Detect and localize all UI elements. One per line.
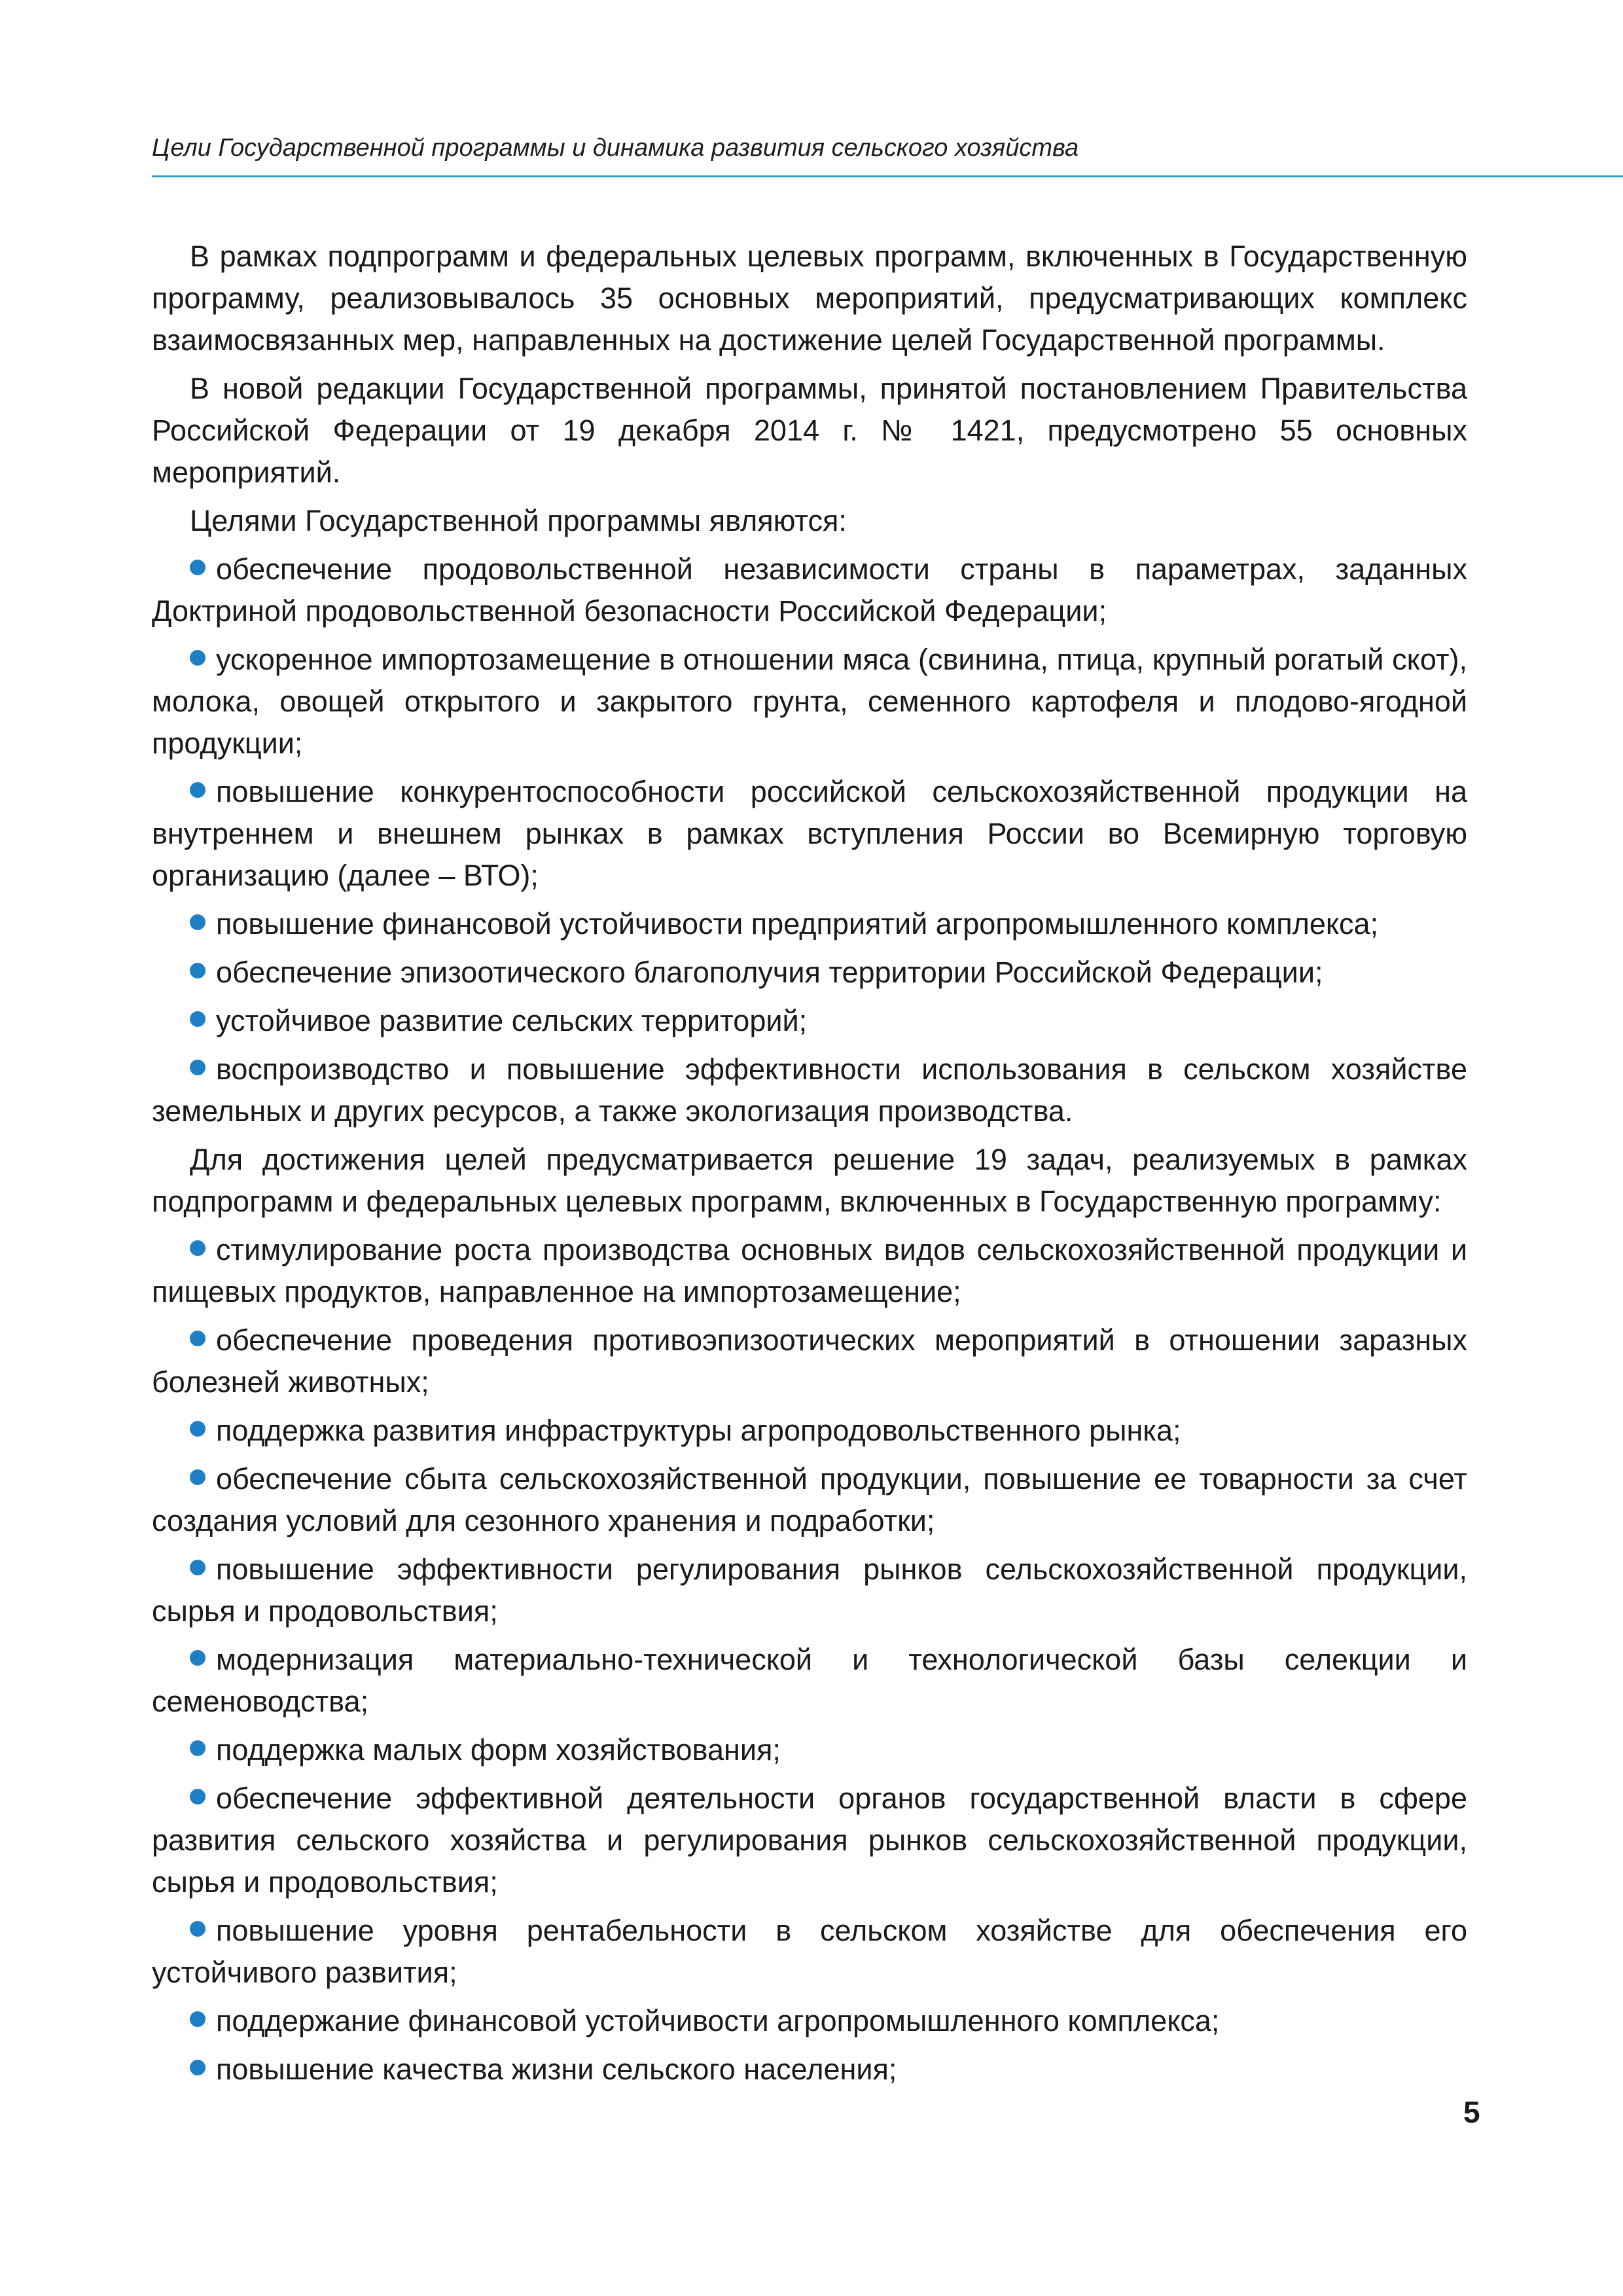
page-number: 5 <box>1463 2095 1480 2129</box>
bullet-icon <box>190 1740 205 1756</box>
task-text: поддержка развития инфраструктуры агропродовольственного рынка; <box>216 1414 1181 1447</box>
task-text: повышение эффективности регулирования рынков сельскохозяйственной продукции, сырья и продовольствия; <box>152 1552 1467 1628</box>
task-text: поддержание финансовой устойчивости агропромышленного комплекса; <box>216 2004 1220 2037</box>
goal-text: воспроизводство и повышение эффективности использования в сельском хозяйстве земельных и других ресурсов, а также экологизация производства. <box>152 1052 1467 1128</box>
list-item <box>152 2049 1467 2090</box>
bullet-icon <box>190 914 205 930</box>
task-text: повышение уровня рентабельности в сельском хозяйстве для обеспечения его устойчивого развития; <box>152 1914 1467 1989</box>
goals-intro: Целями Государственной программы являются: <box>190 504 847 537</box>
list-item <box>152 1458 1467 1542</box>
task-text: поддержка малых форм хозяйствования; <box>216 1733 781 1767</box>
bullet-icon <box>190 1240 205 1256</box>
bullet-icon <box>190 1789 205 1804</box>
tasks-intro: Для достижения целей предусматривается решение 19 задач, реализуемых в рамках подпрограмм и федеральных целевых программ, включенных в Государственную программу: <box>152 1143 1467 1218</box>
goal-text: повышение финансовой устойчивости предприятий агропромышленного комплекса; <box>216 907 1379 941</box>
list-item <box>152 1229 1467 1313</box>
list-item <box>152 1410 1467 1452</box>
goal-text: обеспечение продовольственной независимости страны в параметрах, заданных Доктриной продовольственной безопасности Российской Федерации; <box>152 552 1467 628</box>
bullet-icon <box>190 1560 205 1575</box>
list-item <box>152 1729 1467 1771</box>
goal-text: устойчивое развитие сельских территорий; <box>216 1004 808 1037</box>
goal-text: повышение конкурентоспособности российской сельскохозяйственной продукции на внутреннем и внешнем рынках в рамках вступления России во Всемирную торговую организацию (далее – ВТО); <box>152 775 1467 892</box>
task-text: обеспечение сбыта сельскохозяйственной продукции, повышение ее товарности за счет создания условий для сезонного хранения и подработки; <box>152 1462 1467 1537</box>
list-item <box>152 548 1467 632</box>
bullet-icon <box>190 1011 205 1027</box>
task-text: обеспечение проведения противоэпизоотических мероприятий в отношении заразных болезней животных; <box>152 1323 1467 1399</box>
running-header-title: Цели Государственной программы и динамика развития сельского хозяйства <box>152 134 1079 162</box>
list-item <box>152 1049 1467 1132</box>
list-item <box>152 1778 1467 1903</box>
bullet-icon <box>190 1060 205 1075</box>
tasks-list <box>152 1229 1467 2090</box>
list-item <box>152 1549 1467 1632</box>
list-item <box>152 1000 1467 1042</box>
list-item <box>152 2000 1467 2042</box>
list-item <box>152 1639 1467 1723</box>
bullet-icon <box>190 963 205 978</box>
task-text: повышение качества жизни сельского населения; <box>216 2053 897 2086</box>
bullet-icon <box>190 2060 205 2075</box>
goal-text: обеспечение эпизоотического благополучия территории Российской Федерации; <box>216 956 1323 989</box>
task-text: модернизация материально-технической и технологической базы селекции и семеноводства; <box>152 1643 1467 1718</box>
list-item <box>152 903 1467 945</box>
page-body <box>152 236 1467 2090</box>
bullet-icon <box>190 1469 205 1485</box>
goal-text: ускоренное импортозамещение в отношении мяса (свинина, птица, крупный рогатый скот), молока, овощей открытого и закрытого грунта, семенного картофеля и плодово-ягодной продукции; <box>152 643 1467 760</box>
list-item <box>152 1319 1467 1403</box>
bullet-icon <box>190 2011 205 2027</box>
list-item <box>152 952 1467 994</box>
goals-list <box>152 548 1467 1132</box>
list-item <box>152 639 1467 764</box>
bullet-icon <box>190 1921 205 1937</box>
list-item <box>152 771 1467 897</box>
task-text: обеспечение эффективной деятельности органов государственной власти в сфере развития сельского хозяйства и регулирования рынков сельскохозяйственной продукции, сырья и продовольствия; <box>152 1782 1467 1899</box>
bullet-icon <box>190 1650 205 1666</box>
header-divider <box>152 175 1623 177</box>
task-text: стимулирование роста производства основных видов сельскохозяйственной продукции и пищевых продуктов, направленное на импортозамещение; <box>152 1233 1467 1308</box>
bullet-icon <box>190 650 205 666</box>
bullet-icon <box>190 1421 205 1437</box>
bullet-icon <box>190 560 205 575</box>
intro-paragraph: В рамках подпрограмм и федеральных целевых программ, включенных в Государственную программу, реализовывалось 35 основных мероприятий, предусматривающих комплекс взаимосвязанных мер, направленных на достижение целей Государственной программы. <box>152 240 1467 357</box>
intro-paragraph: В новой редакции Государственной программы, принятой постановлением Правительства Российской Федерации от 19 декабря 2014 г. № 1421, предусмотрено 55 основных мероприятий. <box>152 372 1467 489</box>
list-item <box>152 1910 1467 1994</box>
bullet-icon <box>190 1331 205 1346</box>
bullet-icon <box>190 782 205 798</box>
